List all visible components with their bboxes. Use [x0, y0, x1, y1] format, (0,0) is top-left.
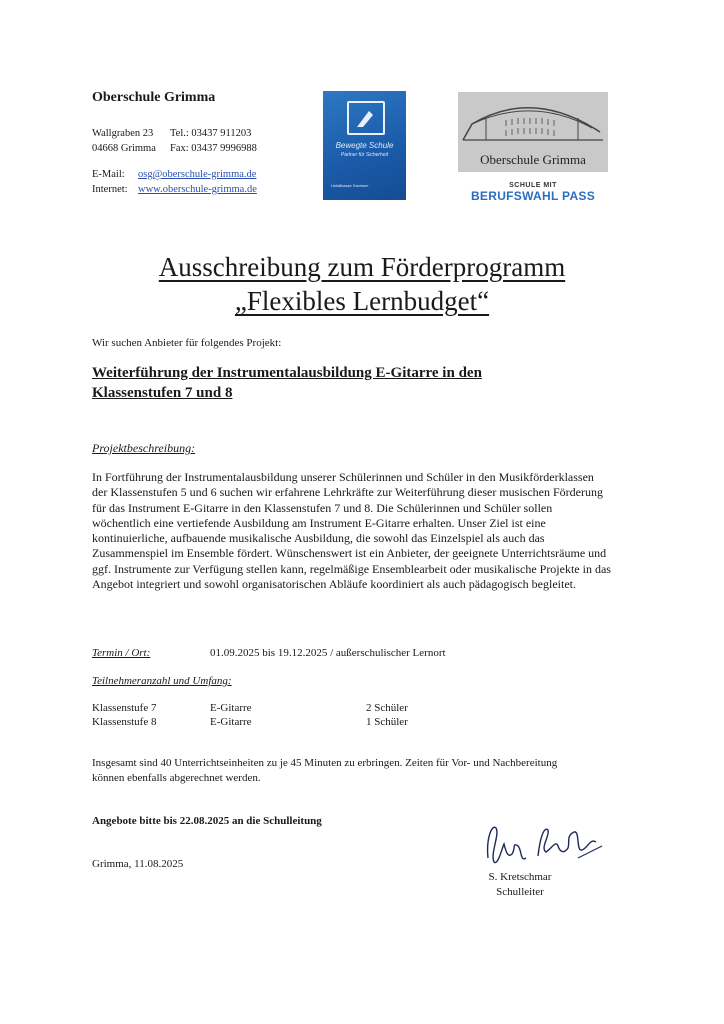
project-description: In Fortführung der Instrumentalausbildung unserer Schülerinnen und Schüler in den Musikförderklassen der Klassenstufen 5 und 6 suchen wir erfahrene Lehrkräfte zur Weiterführung dieser musischen Förderung für das Instrument E-Gitarre in den Klassenstufen 7 und 8. Die Schülerinnen und Schüler sollen wöchentlich eine vertiefende Ausbildung am Instrument E-Gitarre erhalten. Unser Ziel ist eine kontinuierliche, aufbauende musikalische Ausbildung, die sowohl das Einzelspiel als auch das Zusammenspiel im Ensemble fördert. Wünschenswert ist ein Anbieter, der geeignete Unterrichtsräume und ggf. Instrumente zur Verfügung stellen kann, regelmäßige Ensemblearbeit oder musikalische Projekte in das Angebot integriert und sowohl organisatorischen Abläufe koordiniert als auch pädagogisch begleitet.	[92, 470, 611, 592]
termin-label: Termin / Ort:	[92, 647, 151, 659]
summary-text: Insgesamt sind 40 Unterrichtseinheiten zu je 45 Minuten zu erbringen. Zeiten für Vor- und Nachbereitung können ebenfalls abgerechnet werden.	[92, 757, 558, 784]
table-row	[92, 716, 408, 730]
contact-block	[92, 167, 257, 197]
address-block	[92, 126, 257, 156]
email-link[interactable]: osg@oberschule-grimma.de	[138, 169, 257, 180]
street: Wallgraben 23	[92, 128, 154, 139]
table-cell-instrument: E-Gitarre	[210, 702, 252, 714]
participants-table	[92, 702, 408, 730]
table-cell-klasse: Klassenstufe 7	[92, 702, 157, 714]
berufswahl-big-text: BERUFSWAHL PASS	[470, 189, 596, 203]
logo-frame-icon	[347, 101, 385, 135]
fax: Fax: 03437 9996988	[170, 143, 257, 154]
school-name: Oberschule Grimma	[92, 90, 216, 105]
table-cell-klasse: Klassenstufe 8	[92, 716, 157, 728]
internet-label: Internet:	[92, 184, 128, 195]
bewegte-footer: Unfallkasse Sachsen	[331, 183, 369, 188]
website-link[interactable]: www.oberschule-grimma.de	[138, 184, 257, 195]
building-icon	[458, 92, 608, 148]
title-line-2: „Flexibles Lernbudget“	[234, 286, 490, 316]
deadline-text: Angebote bitte bis 22.08.2025 an die Schulleitung	[92, 815, 322, 827]
termin-row	[92, 646, 446, 661]
berufswahl-small-text: SCHULE MIT	[509, 182, 557, 189]
title-line-1: Ausschreibung zum Förderprogramm	[158, 252, 566, 282]
email-label: E-Mail:	[92, 169, 125, 180]
signer-name: S. Kretschmar	[488, 871, 552, 883]
description-heading: Projektbeschreibung:	[92, 441, 196, 455]
phone: Tel.: 03437 911203	[170, 128, 252, 139]
bewegte-subtitle: Partner für Sicherheit	[340, 152, 389, 158]
table-cell-instrument: E-Gitarre	[210, 716, 252, 728]
oberschule-grimma-logo	[458, 92, 608, 172]
bewegte-schule-logo	[323, 91, 406, 200]
berufswahlpass-logo	[458, 182, 608, 203]
participants-heading: Teilnehmeranzahl und Umfang:	[92, 675, 232, 687]
signature-image	[478, 818, 608, 873]
figure-icon	[349, 103, 383, 133]
table-cell-count: 2 Schüler	[366, 702, 408, 714]
project-title: Weiterführung der Instrumentalausbildung E-Gitarre in den Klassenstufen 7 und 8	[92, 365, 482, 401]
place-date: Grimma, 11.08.2025	[92, 858, 184, 870]
city: 04668 Grimma	[92, 143, 156, 154]
signer-role: Schulleiter	[496, 886, 544, 898]
bewegte-title: Bewegte Schule	[335, 141, 394, 150]
table-row	[92, 702, 408, 716]
termin-value: 01.09.2025 bis 19.12.2025 / außerschulischer Lernort	[210, 647, 446, 659]
logo-school-name: Oberschule Grimma	[480, 152, 586, 167]
table-cell-count: 1 Schüler	[366, 716, 408, 728]
intro-text: Wir suchen Anbieter für folgendes Projekt:	[92, 337, 282, 349]
